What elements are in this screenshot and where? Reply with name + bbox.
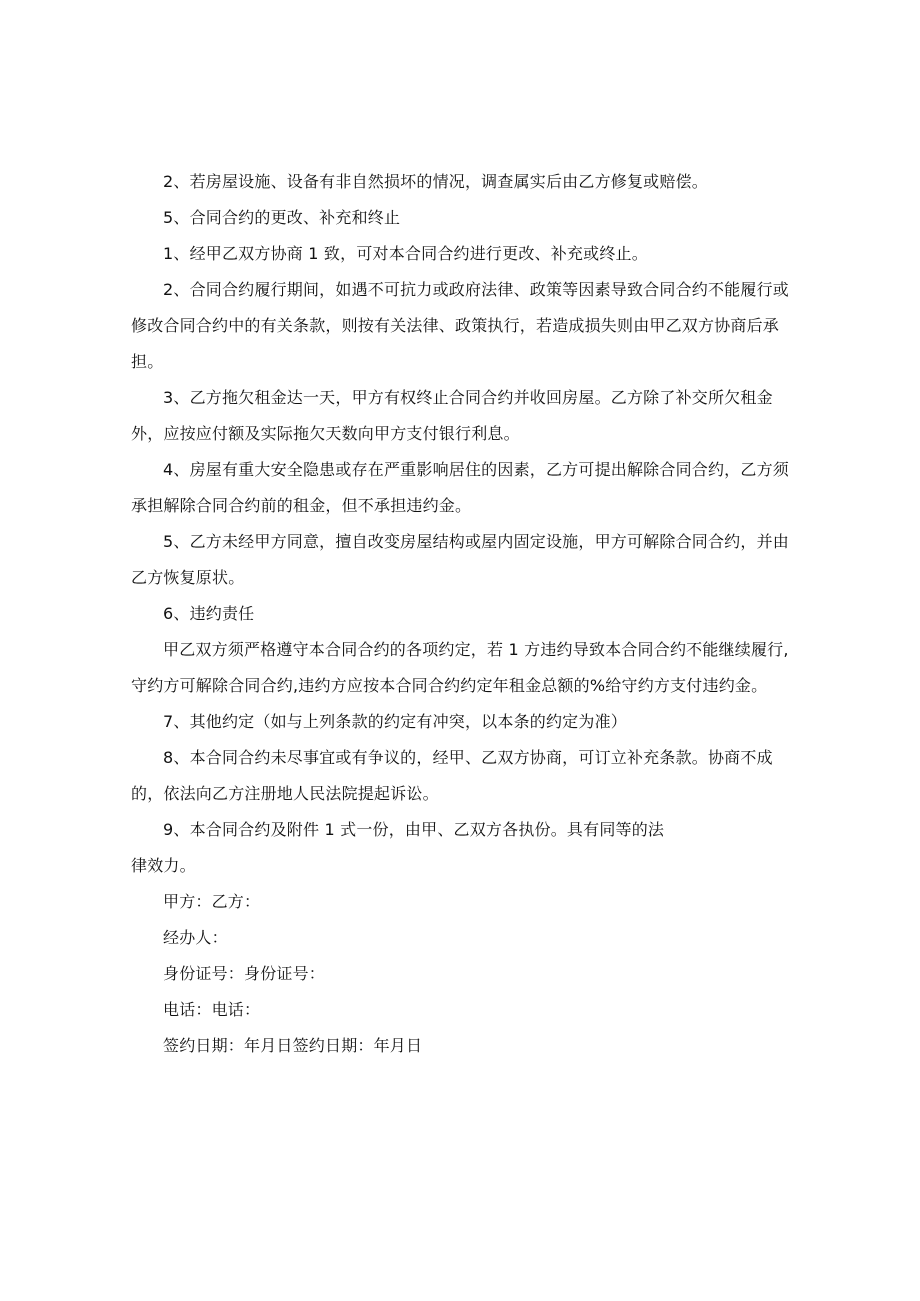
paragraph-other-terms: 7、其他约定（如与上列条款的约定有冲突，以本条的约定为准） (163, 712, 627, 731)
signature-id-number: 身份证号：身份证号： (163, 964, 326, 983)
paragraph-disputes: 8、本合同合约未尽事宜或有争议的，经甲、乙双方协商，可订立补充条款。协商不成的，依法向乙方注册地人民法院提起诉讼。 (131, 748, 773, 803)
paragraph-structure-change: 5、乙方未经甲方同意，擅自改变房屋结构或屋内固定设施，甲方可解除合同合约，并由乙方恢复原状。 (131, 532, 789, 587)
paragraph-copies: 9、本合同合约及附件 1 式一份，由甲、乙双方各执份。具有同等的法 (163, 820, 665, 839)
paragraph-safety-hazard: 4、房屋有重大安全隐患或存在严重影响居住的因素，乙方可提出解除合同合约，乙方须承担解除合同合约前的租金，但不承担违约金。 (131, 460, 789, 515)
signature-phone: 电话：电话： (163, 1000, 261, 1019)
paragraph-rent-arrears: 3、乙方拖欠租金达一天，甲方有权终止合同合约并收回房屋。乙方除了补交所欠租金外，应按应付额及实际拖欠天数向甲方支付银行利息。 (131, 388, 773, 443)
heading-breach-liability: 6、违约责任 (163, 604, 255, 623)
document-body (131, 164, 803, 1064)
paragraph-repair: 2、若房屋设施、设备有非自然损坏的情况，调查属实后由乙方修复或赔偿。 (163, 172, 708, 191)
paragraph-mutual-agreement: 1、经甲乙双方协商 1 致，可对本合同合约进行更改、补充或终止。 (163, 244, 648, 263)
paragraph-breach-terms: 甲乙双方须严格遵守本合同合约的各项约定，若 1 方违约导致本合同合约不能继续履行,守约方可解除合同合约,违约方应按本合同合约约定年租金总额的%给守约方支付违约金。 (131, 640, 789, 695)
heading-contract-change: 5、合同合约的更改、补充和终止 (163, 208, 401, 227)
signature-agent: 经办人： (163, 928, 228, 947)
signature-date: 签约日期：年月日签约日期：年月日 (163, 1036, 423, 1055)
paragraph-force-majeure: 2、合同合约履行期间，如遇不可抗力或政府法律、政策等因素导致合同合约不能履行或修改合同合约中的有关条款，则按有关法律、政策执行，若造成损失则由甲乙双方协商后承担。 (131, 280, 789, 371)
paragraph-copies-continued: 律效力。 (131, 856, 196, 875)
signature-parties: 甲方：乙方： (163, 892, 261, 911)
